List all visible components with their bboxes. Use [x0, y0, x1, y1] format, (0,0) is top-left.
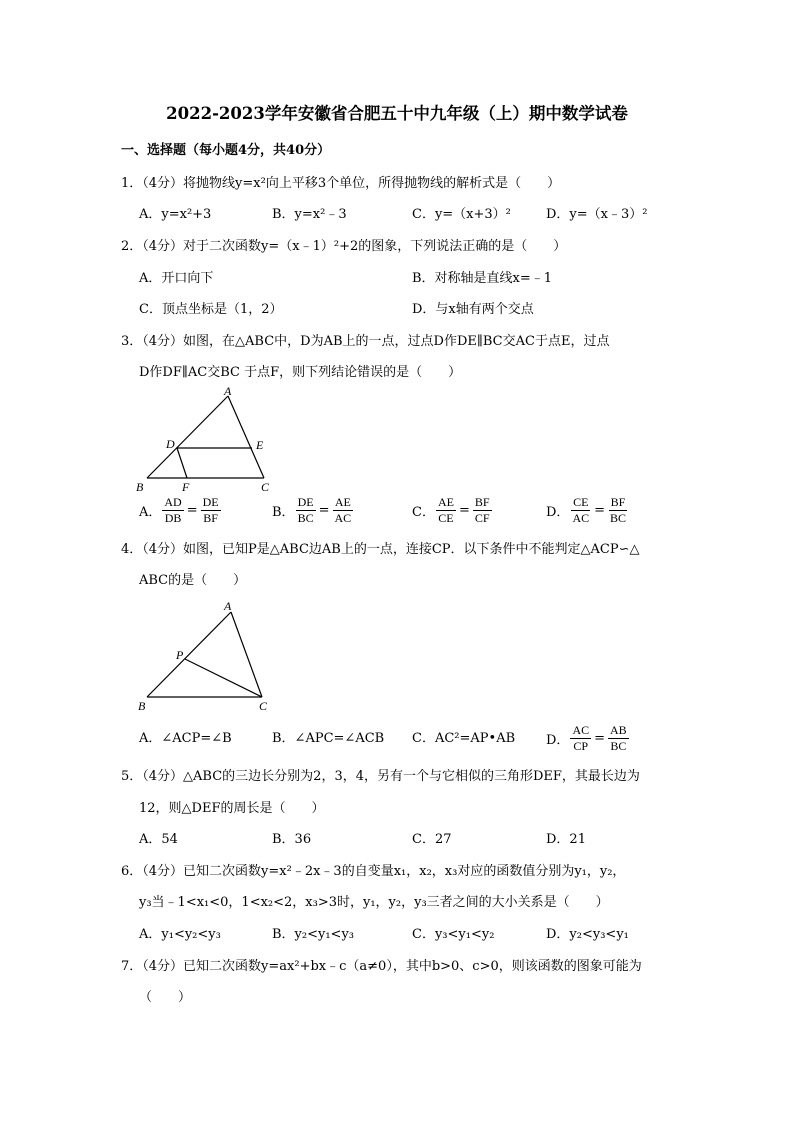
label-c: C	[261, 480, 270, 494]
q3-c-num1: AE	[437, 495, 454, 509]
q1-option-c: C．y=（x+3）²	[412, 207, 511, 222]
q3-c-den2: CF	[474, 511, 490, 525]
q4-d-den2: BC	[610, 739, 627, 753]
question-7-stem-line2: （ ）	[139, 990, 192, 1005]
q3-option-a-letter: A．	[139, 505, 162, 520]
question-3-stem-line1: 3．（4分）如图，在△ABC中，D为AB上的一点，过点D作DE∥BC交AC于点E，过点	[121, 334, 610, 349]
q4-d-num1: AC	[572, 723, 590, 737]
q3-option-c-letter: C．	[412, 505, 435, 520]
label-a: A	[224, 385, 232, 398]
q3-b-num1: DE	[297, 495, 314, 509]
question-4-stem-line2: ABC的是（ ）	[139, 573, 247, 588]
question-1-stem: 1．（4分）将抛物线y=x²向上平移3个单位，所得抛物线的解析式是（ ）	[121, 176, 561, 191]
q3-option-d-letter: D．	[546, 505, 570, 520]
q4-option-d: D． $\frac{AC}{CP}$ = $\frac{AB}{BC}$	[546, 723, 627, 753]
q6-option-a: A．y₁<y₂<y₃	[139, 927, 221, 942]
section-heading: 一、选择题（每小题4分，共40分）	[121, 143, 331, 158]
label-f: F	[182, 480, 190, 494]
q6-option-c: C．y₃<y₁<y₂	[412, 927, 495, 942]
q3-c-den1: CE	[438, 511, 454, 525]
question-5-stem-line2: 12，则△DEF的周长是（ ）	[139, 801, 325, 816]
q5-option-a: A．54	[139, 832, 178, 847]
question-4-stem-line1: 4．（4分）如图，已知P是△ABC边AB上的一点，连接CP．以下条件中不能判定△ACP∽△	[121, 542, 640, 557]
question-6-stem-line2: y₃当﹣1<x₁<0，1<x₂<2，x₃>3时，y₁，y₂，y₃三者之间的大小关系是（ ）	[139, 895, 609, 910]
q6-option-b: B．y₂<y₁<y₃	[272, 927, 355, 942]
q3-b-den2: AC	[334, 511, 352, 525]
question-7-stem-line1: 7．（4分）已知二次函数y=ax²+bx﹣c（a≠0），其中b>0、c>0，则该函数的图象可能为	[121, 959, 642, 974]
q2-option-c: C．顶点坐标是（1，2）	[139, 302, 283, 317]
q3-b-den1: BC	[297, 511, 314, 525]
q6-option-d: D．y₂<y₃<y₁	[546, 927, 629, 942]
q2-option-d: D．与x轴有两个交点	[412, 302, 534, 317]
q4-d-den1: CP	[573, 739, 589, 753]
q1-option-b: B．y=x²﹣3	[272, 207, 347, 222]
q3-d-num2: BF	[610, 495, 626, 509]
q3-option-c: C． $\frac{AE}{CE}$ = $\frac{BF}{CF}$	[412, 495, 490, 525]
q3-option-d: D． $\frac{CE}{AC}$ = $\frac{BF}{BC}$	[546, 495, 627, 525]
question-5-stem-line1: 5．（4分）△ABC的三边长分别为2，3，4，另有一个与它相似的三角形DEF，其最长边为	[121, 769, 640, 784]
q5-option-b: B．36	[272, 832, 312, 847]
question-6-stem-line1: 6．（4分）已知二次函数y=x²﹣2x﹣3的自变量x₁，x₂，x₃对应的函数值分别为y₁，y₂，	[121, 864, 626, 879]
q3-d-den1: AC	[572, 511, 590, 525]
q4-option-c: C．AC²=AP•AB	[412, 731, 516, 746]
question-2-stem: 2．（4分）对于二次函数y=（x﹣1）²+2的图象，下列说法正确的是（ ）	[121, 239, 567, 254]
label-b: B	[138, 699, 146, 713]
label-d: D	[166, 437, 175, 451]
q4-d-num2: AB	[610, 723, 627, 737]
q3-a-num2: DE	[202, 495, 219, 509]
q2-option-b: B．对称轴是直线x=﹣1	[412, 271, 553, 286]
page-title: 2022-2023学年安徽省合肥五十中九年级（上）期中数学试卷	[166, 104, 628, 123]
q3-option-b-letter: B．	[272, 505, 295, 520]
q3-b-num2: AE	[334, 495, 351, 509]
label-b: B	[136, 480, 144, 494]
q3-d-den2: BC	[610, 511, 627, 525]
question-3-stem-line2: D作DF∥AC交BC 于点F，则下列结论错误的是（ ）	[139, 365, 462, 380]
q3-d-num1: CE	[573, 495, 589, 509]
q5-option-c: C．27	[412, 832, 452, 847]
q3-a-den1: DB	[164, 511, 182, 525]
triangle-figure-q4	[130, 596, 280, 718]
label-e: E	[256, 438, 264, 452]
q4-option-d-letter: D．	[546, 733, 570, 748]
q3-c-num2: BF	[474, 495, 490, 509]
q3-a-den2: BF	[203, 511, 218, 525]
q4-option-b: B．∠APC=∠ACB	[272, 731, 385, 746]
q3-option-b: B． $\frac{DE}{BC}$ = $\frac{AE}{AC}$	[272, 495, 352, 525]
q3-option-a: A． $\frac{AD}{DB}$ = $\frac{DE}{BF}$	[139, 495, 219, 525]
label-p: P	[176, 648, 184, 662]
q3-a-num1: AD	[164, 495, 182, 509]
q1-option-a: A．y=x²+3	[139, 207, 212, 222]
triangle-figure-q3	[130, 385, 280, 495]
label-c: C	[259, 699, 268, 713]
q1-option-d: D．y=（x﹣3）²	[546, 207, 648, 222]
label-a: A	[224, 599, 232, 613]
q5-option-d: D．21	[546, 832, 586, 847]
q2-option-a: A．开口向下	[139, 271, 214, 286]
q4-option-a: A．∠ACP=∠B	[139, 731, 232, 746]
